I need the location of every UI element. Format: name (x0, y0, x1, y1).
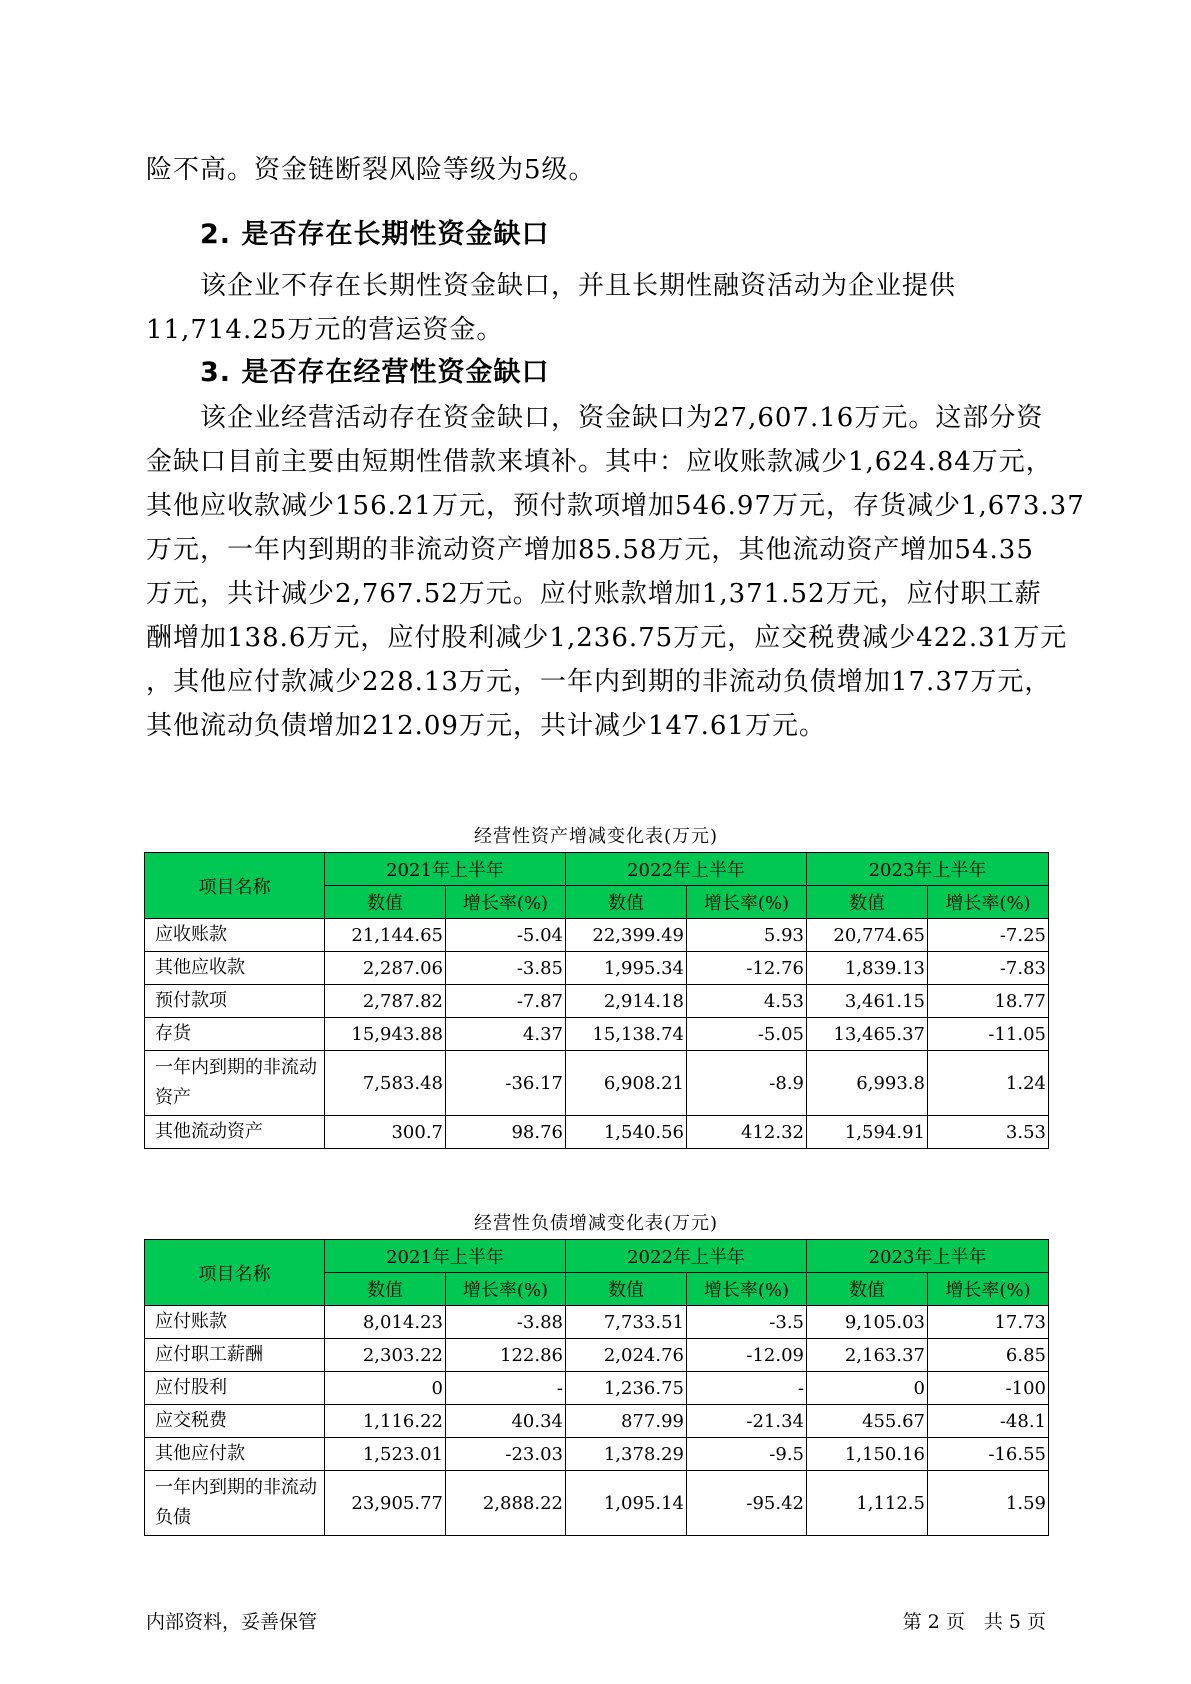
header-year: 2022年上半年 (566, 1240, 807, 1273)
cell-growth-rate: 5.93 (687, 919, 807, 952)
header-growth: 增长率(%) (446, 1273, 566, 1306)
cell-value: 3,461.15 (807, 985, 928, 1018)
row-item-name: 一年内到期的非流动资产 (145, 1051, 325, 1116)
paragraph-line: ，其他应付款减少228.13万元，一年内到期的非流动负债增加17.37万元， (146, 667, 1052, 697)
table-row (145, 919, 1049, 952)
cell-growth-rate: -12.09 (687, 1339, 807, 1372)
paragraph-line: 险不高。资金链断裂风险等级为5级。 (146, 155, 596, 185)
row-item-name: 应收账款 (145, 919, 325, 952)
cell-growth-rate: 1.59 (928, 1471, 1049, 1536)
cell-growth-rate: 6.85 (928, 1339, 1049, 1372)
cell-growth-rate: -5.05 (687, 1018, 807, 1051)
paragraph-line: 该企业经营活动存在资金缺口，资金缺口为27,607.16万元。这部分资 (146, 403, 1044, 433)
cell-growth-rate: 1.24 (928, 1051, 1049, 1116)
table-row (145, 1018, 1049, 1051)
table-row (145, 985, 1049, 1018)
cell-value: 1,995.34 (566, 952, 687, 985)
cell-value: 6,993.8 (807, 1051, 928, 1116)
cell-value: 7,583.48 (325, 1051, 446, 1116)
header-year: 2023年上半年 (807, 853, 1049, 886)
cell-value: 8,014.23 (325, 1306, 446, 1339)
intro-paragraph (146, 148, 1046, 192)
cell-growth-rate: 18.77 (928, 985, 1049, 1018)
header-year: 2023年上半年 (807, 1240, 1049, 1273)
cell-growth-rate: -9.5 (687, 1438, 807, 1471)
footer-confidential-note: 内部资料，妥善保管 (146, 1611, 318, 1633)
cell-value: 22,399.49 (566, 919, 687, 952)
cell-growth-rate: -3.88 (446, 1306, 566, 1339)
header-growth: 增长率(%) (928, 886, 1049, 919)
cell-growth-rate: -16.55 (928, 1438, 1049, 1471)
cell-value: 1,839.13 (807, 952, 928, 985)
cell-value: 1,150.16 (807, 1438, 928, 1471)
section2-paragraph (146, 264, 1046, 352)
cell-growth-rate: -7.87 (446, 985, 566, 1018)
paragraph-line: 万元，一年内到期的非流动资产增加85.58万元，其他流动资产增加54.35 (146, 535, 1034, 565)
header-year: 2022年上半年 (566, 853, 807, 886)
cell-growth-rate: -5.04 (446, 919, 566, 952)
cell-value: 20,774.65 (807, 919, 928, 952)
cell-growth-rate: 4.53 (687, 985, 807, 1018)
table-row (145, 1306, 1049, 1339)
table-row (145, 1051, 1049, 1116)
row-item-name: 应交税费 (145, 1405, 325, 1438)
cell-growth-rate: -23.03 (446, 1438, 566, 1471)
cell-value: 0 (807, 1372, 928, 1405)
cell-value: 15,138.74 (566, 1018, 687, 1051)
cell-value: 2,024.76 (566, 1339, 687, 1372)
liabilities-table-body (145, 1306, 1049, 1536)
paragraph-line: 11,714.25万元的营运资金。 (146, 315, 504, 345)
table-row (145, 1339, 1049, 1372)
assets-table (144, 852, 1049, 1149)
cell-growth-rate: 412.32 (687, 1116, 807, 1149)
paragraph-line: 酬增加138.6万元，应付股利减少1,236.75万元，应交税费减少422.31万元 (146, 623, 1068, 653)
table-row (145, 1372, 1049, 1405)
header-value: 数值 (325, 1273, 446, 1306)
paragraph-line: 该企业不存在长期性资金缺口，并且长期性融资活动为企业提供 (146, 271, 957, 301)
section3-paragraph (146, 396, 1085, 748)
row-item-name: 其他应收款 (145, 952, 325, 985)
paragraph-line: 金缺口目前主要由短期性借款来填补。其中：应收账款减少1,624.84万元， (146, 447, 1053, 477)
cell-value: 9,105.03 (807, 1306, 928, 1339)
row-item-name: 一年内到期的非流动负债 (145, 1471, 325, 1536)
liabilities-table (144, 1239, 1049, 1536)
cell-value: 0 (325, 1372, 446, 1405)
cell-value: 1,116.22 (325, 1405, 446, 1438)
cell-value: 300.7 (325, 1116, 446, 1149)
header-growth: 增长率(%) (687, 1273, 807, 1306)
cell-value: 455.67 (807, 1405, 928, 1438)
header-year: 2021年上半年 (325, 1240, 566, 1273)
cell-value: 2,287.06 (325, 952, 446, 985)
cell-growth-rate: -7.25 (928, 919, 1049, 952)
cell-value: 2,787.82 (325, 985, 446, 1018)
cell-growth-rate: -7.83 (928, 952, 1049, 985)
header-growth: 增长率(%) (687, 886, 807, 919)
cell-value: 1,112.5 (807, 1471, 928, 1536)
cell-growth-rate: - (446, 1372, 566, 1405)
table-row (145, 1116, 1049, 1149)
header-value: 数值 (566, 886, 687, 919)
cell-value: 15,943.88 (325, 1018, 446, 1051)
header-item-name: 项目名称 (145, 1240, 325, 1306)
section-heading-3: 3. 是否存在经营性资金缺口 (200, 357, 550, 388)
cell-growth-rate: -3.5 (687, 1306, 807, 1339)
row-item-name: 其他流动资产 (145, 1116, 325, 1149)
header-value: 数值 (325, 886, 446, 919)
row-item-name: 应付账款 (145, 1306, 325, 1339)
cell-growth-rate: 40.34 (446, 1405, 566, 1438)
assets-table-body (145, 919, 1049, 1149)
table-row (145, 1438, 1049, 1471)
paragraph-line: 万元，共计减少2,767.52万元。应付账款增加1,371.52万元，应付职工薪 (146, 579, 1042, 609)
table-row (145, 1471, 1049, 1536)
cell-growth-rate: - (687, 1372, 807, 1405)
cell-value: 1,095.14 (566, 1471, 687, 1536)
table-row (145, 1405, 1049, 1438)
cell-growth-rate: -100 (928, 1372, 1049, 1405)
section-heading-2: 2. 是否存在长期性资金缺口 (200, 219, 550, 250)
paragraph-line: 其他应收款减少156.21万元，预付款项增加546.97万元，存货减少1,673.37 (146, 491, 1085, 521)
table-caption-assets: 经营性资产增减变化表(万元) (473, 826, 719, 847)
row-item-name: 应付职工薪酬 (145, 1339, 325, 1372)
cell-growth-rate: 3.53 (928, 1116, 1049, 1149)
cell-growth-rate: 122.86 (446, 1339, 566, 1372)
cell-growth-rate: -8.9 (687, 1051, 807, 1116)
cell-value: 6,908.21 (566, 1051, 687, 1116)
header-growth: 增长率(%) (928, 1273, 1049, 1306)
cell-value: 2,303.22 (325, 1339, 446, 1372)
cell-growth-rate: 2,888.22 (446, 1471, 566, 1536)
cell-value: 7,733.51 (566, 1306, 687, 1339)
cell-growth-rate: -12.76 (687, 952, 807, 985)
header-item-name: 项目名称 (145, 853, 325, 919)
cell-growth-rate: -21.34 (687, 1405, 807, 1438)
cell-value: 13,465.37 (807, 1018, 928, 1051)
cell-growth-rate: 17.73 (928, 1306, 1049, 1339)
cell-growth-rate: -11.05 (928, 1018, 1049, 1051)
cell-value: 23,905.77 (325, 1471, 446, 1536)
row-item-name: 应付股利 (145, 1372, 325, 1405)
cell-growth-rate: -3.85 (446, 952, 566, 985)
header-value: 数值 (807, 886, 928, 919)
row-item-name: 其他应付款 (145, 1438, 325, 1471)
cell-value: 1,540.56 (566, 1116, 687, 1149)
cell-growth-rate: -36.17 (446, 1051, 566, 1116)
header-value: 数值 (566, 1273, 687, 1306)
header-growth: 增长率(%) (446, 886, 566, 919)
cell-value: 2,914.18 (566, 985, 687, 1018)
cell-value: 21,144.65 (325, 919, 446, 952)
header-value: 数值 (807, 1273, 928, 1306)
table-caption-liabilities: 经营性负债增减变化表(万元) (473, 1213, 719, 1234)
header-year: 2021年上半年 (325, 853, 566, 886)
paragraph-line: 其他流动负债增加212.09万元，共计减少147.61万元。 (146, 711, 826, 741)
cell-value: 877.99 (566, 1405, 687, 1438)
cell-value: 1,236.75 (566, 1372, 687, 1405)
cell-value: 2,163.37 (807, 1339, 928, 1372)
cell-growth-rate: 98.76 (446, 1116, 566, 1149)
footer-page-number: 第 2 页 共 5 页 (902, 1611, 1046, 1633)
cell-value: 1,523.01 (325, 1438, 446, 1471)
cell-value: 1,378.29 (566, 1438, 687, 1471)
cell-growth-rate: -48.1 (928, 1405, 1049, 1438)
row-item-name: 预付款项 (145, 985, 325, 1018)
cell-growth-rate: -95.42 (687, 1471, 807, 1536)
cell-growth-rate: 4.37 (446, 1018, 566, 1051)
table-row (145, 952, 1049, 985)
row-item-name: 存货 (145, 1018, 325, 1051)
cell-value: 1,594.91 (807, 1116, 928, 1149)
